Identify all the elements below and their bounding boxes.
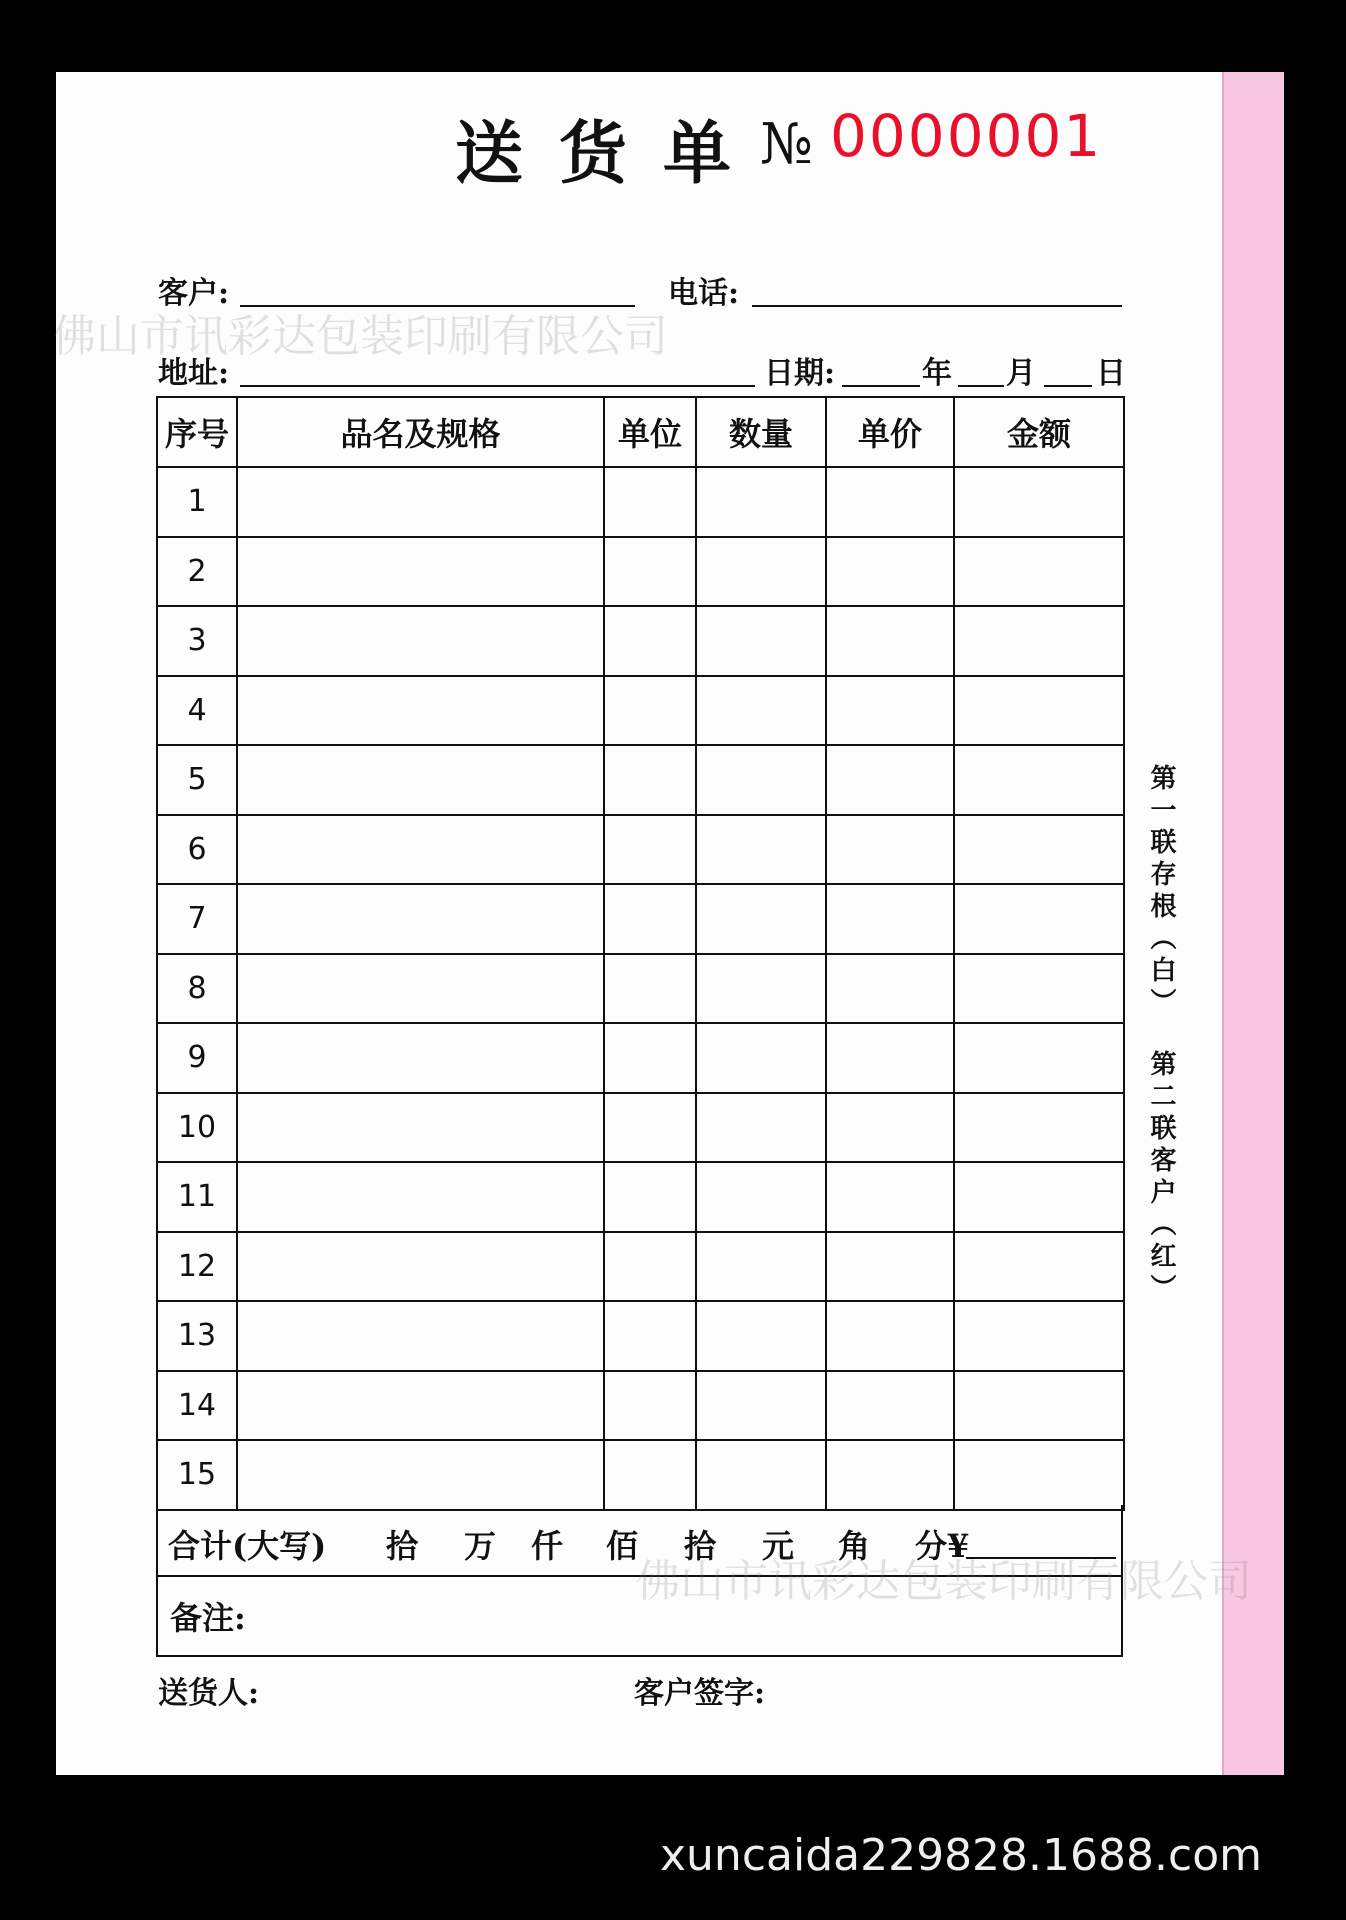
- table-cell: [826, 954, 954, 1024]
- customer-label: 客户:: [158, 276, 230, 311]
- table-cell: [237, 815, 604, 885]
- month-line: [958, 385, 1004, 387]
- table-cell: [954, 467, 1124, 537]
- deliverer-label: 送货人:: [158, 1676, 260, 1711]
- table-cell: [826, 1023, 954, 1093]
- table-cell: [237, 1440, 604, 1510]
- table-cell: [826, 815, 954, 885]
- table-cell: [604, 1093, 696, 1163]
- table-cell: [696, 606, 826, 676]
- table-row: [157, 1371, 1124, 1441]
- watermark: 佛山市讯彩达包装印刷有限公司: [636, 1556, 1252, 1607]
- col-header: 品名及规格: [237, 397, 604, 467]
- table-cell: [696, 1301, 826, 1371]
- table-cell: [604, 1023, 696, 1093]
- date-label: 日期:: [764, 356, 836, 391]
- row-number: 2: [157, 537, 237, 607]
- table-row: [157, 1023, 1124, 1093]
- serial-prefix: №: [760, 112, 813, 177]
- table-cell: [604, 815, 696, 885]
- table-cell: [604, 1371, 696, 1441]
- row-number: 1: [157, 467, 237, 537]
- remark-label: 备注:: [157, 1576, 1122, 1656]
- unit-label: 佰: [606, 1527, 639, 1565]
- row-number: 4: [157, 676, 237, 746]
- year-line: [842, 385, 920, 387]
- table-row: [157, 537, 1124, 607]
- item-table: [156, 396, 1125, 1511]
- table-cell: [237, 1093, 604, 1163]
- table-row: [157, 606, 1124, 676]
- table-cell: [696, 1093, 826, 1163]
- table-cell: [696, 1232, 826, 1302]
- form-title: 送货单: [455, 114, 768, 194]
- row-number: 3: [157, 606, 237, 676]
- table-cell: [237, 1162, 604, 1232]
- row-number: 12: [157, 1232, 237, 1302]
- row-number: 5: [157, 745, 237, 815]
- table-cell: [696, 467, 826, 537]
- table-row: [157, 1093, 1124, 1163]
- table-row: [157, 884, 1124, 954]
- table-row: [157, 467, 1124, 537]
- unit-label: 分¥: [915, 1527, 970, 1565]
- table-cell: [954, 537, 1124, 607]
- table-cell: [826, 1440, 954, 1510]
- row-number: 14: [157, 1371, 237, 1441]
- table-cell: [696, 1023, 826, 1093]
- year-label: 年: [922, 356, 952, 391]
- table-row: [157, 954, 1124, 1024]
- table-cell: [237, 537, 604, 607]
- table-cell: [604, 1162, 696, 1232]
- table-cell: [237, 1023, 604, 1093]
- table-cell: [604, 1440, 696, 1510]
- signature-label: 客户签字:: [634, 1676, 766, 1711]
- table-cell: [237, 1301, 604, 1371]
- carbon-copy-edge: [1222, 72, 1284, 1775]
- serial-number: 0000001: [830, 102, 1103, 170]
- table-cell: [604, 537, 696, 607]
- month-label: 月: [1006, 356, 1036, 391]
- table-cell: [954, 1162, 1124, 1232]
- table-row: [157, 1301, 1124, 1371]
- table-cell: [826, 1232, 954, 1302]
- table-cell: [954, 745, 1124, 815]
- table-row: [157, 1162, 1124, 1232]
- table-row: [157, 676, 1124, 746]
- table-cell: [826, 745, 954, 815]
- table-cell: [954, 1301, 1124, 1371]
- row-number: 10: [157, 1093, 237, 1163]
- side-copy-2: 第二联客户（红）: [1146, 1050, 1176, 1306]
- table-cell: [604, 954, 696, 1024]
- table-cell: [826, 1371, 954, 1441]
- unit-label: 仟: [531, 1527, 564, 1565]
- address-label: 地址:: [158, 356, 230, 391]
- table-cell: [826, 606, 954, 676]
- table-cell: [696, 537, 826, 607]
- unit-label: 元: [762, 1527, 795, 1565]
- table-cell: [954, 1023, 1124, 1093]
- total-label: 合计(大写): [168, 1527, 327, 1565]
- table-cell: [954, 884, 1124, 954]
- unit-label: 角: [838, 1527, 871, 1565]
- table-cell: [237, 1371, 604, 1441]
- table-cell: [696, 745, 826, 815]
- row-number: 8: [157, 954, 237, 1024]
- table-cell: [826, 537, 954, 607]
- row-number: 6: [157, 815, 237, 885]
- table-cell: [954, 606, 1124, 676]
- table-cell: [604, 745, 696, 815]
- table-cell: [826, 676, 954, 746]
- unit-label: 拾: [684, 1527, 717, 1565]
- watermark: 佛山市讯彩达包装印刷有限公司: [52, 311, 668, 362]
- table-cell: [826, 884, 954, 954]
- col-header: 数量: [696, 397, 826, 467]
- table-cell: [237, 884, 604, 954]
- table-cell: [237, 676, 604, 746]
- table-cell: [237, 745, 604, 815]
- table-cell: [237, 954, 604, 1024]
- table-cell: [954, 1093, 1124, 1163]
- table-header-row: [157, 397, 1124, 467]
- table-cell: [696, 1371, 826, 1441]
- table-cell: [696, 1440, 826, 1510]
- side-copy-1: 第一联存根（白）: [1146, 764, 1176, 1020]
- row-number: 11: [157, 1162, 237, 1232]
- table-cell: [954, 676, 1124, 746]
- table-cell: [696, 815, 826, 885]
- site-url: xuncaida229828.1688.com: [660, 1830, 1262, 1881]
- table-cell: [696, 954, 826, 1024]
- phone-label: 电话:: [668, 276, 740, 311]
- col-header: 单价: [826, 397, 954, 467]
- col-header: 单位: [604, 397, 696, 467]
- table-cell: [237, 1232, 604, 1302]
- table-row: [157, 745, 1124, 815]
- table-cell: [237, 606, 604, 676]
- table-cell: [604, 1232, 696, 1302]
- table-cell: [696, 1162, 826, 1232]
- table-cell: [826, 1162, 954, 1232]
- table-row: [157, 815, 1124, 885]
- address-line: [240, 385, 755, 387]
- table-cell: [604, 884, 696, 954]
- table-row: [157, 1440, 1124, 1510]
- table-cell: [696, 676, 826, 746]
- day-line: [1044, 385, 1092, 387]
- row-number: 13: [157, 1301, 237, 1371]
- table-cell: [826, 1301, 954, 1371]
- table-cell: [954, 1371, 1124, 1441]
- table-cell: [237, 467, 604, 537]
- table-cell: [954, 1232, 1124, 1302]
- table-cell: [604, 467, 696, 537]
- col-header: 金额: [954, 397, 1124, 467]
- table-cell: [604, 606, 696, 676]
- row-number: 9: [157, 1023, 237, 1093]
- table-cell: [604, 1301, 696, 1371]
- phone-line: [752, 305, 1122, 307]
- unit-label: 拾: [386, 1527, 419, 1565]
- table-cell: [604, 676, 696, 746]
- table-cell: [826, 467, 954, 537]
- table-row: [157, 1232, 1124, 1302]
- table-cell: [826, 1093, 954, 1163]
- row-number: 15: [157, 1440, 237, 1510]
- unit-label: 万: [464, 1527, 497, 1565]
- day-label: 日: [1096, 356, 1126, 391]
- table-cell: [696, 884, 826, 954]
- table-cell: [954, 954, 1124, 1024]
- table-cell: [954, 1440, 1124, 1510]
- row-number: 7: [157, 884, 237, 954]
- col-header: 序号: [157, 397, 237, 467]
- table-cell: [954, 815, 1124, 885]
